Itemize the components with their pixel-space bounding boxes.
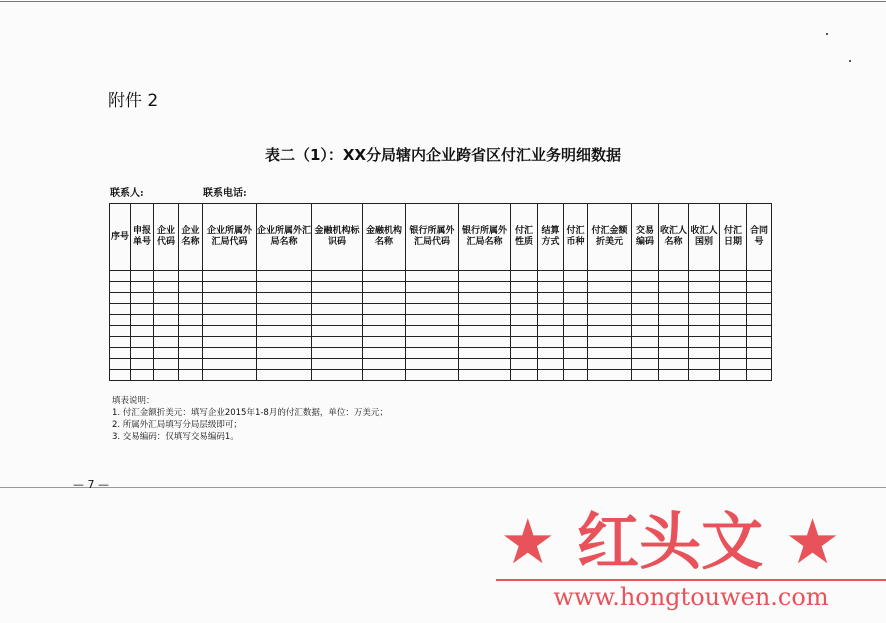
table-cell [459, 370, 511, 381]
table-cell [459, 293, 511, 304]
table-cell [363, 359, 406, 370]
table-cell [632, 271, 659, 282]
table-cell [511, 370, 538, 381]
table-cell [538, 282, 564, 293]
table-cell [564, 326, 588, 337]
table-cell [406, 370, 459, 381]
table-cell [588, 348, 632, 359]
table-cell [203, 370, 257, 381]
table-row [110, 271, 772, 282]
table-cell [720, 315, 747, 326]
column-header: 合同号 [747, 204, 772, 271]
table-cell [363, 337, 406, 348]
page-number: — 7 — [73, 478, 109, 491]
table-cell [154, 282, 179, 293]
table-cell [312, 304, 363, 315]
table-cell [564, 359, 588, 370]
table-cell [131, 293, 154, 304]
table-cell [131, 359, 154, 370]
table-cell [659, 337, 689, 348]
table-cell [363, 326, 406, 337]
table-cell [720, 337, 747, 348]
table-cell [257, 271, 312, 282]
table-cell [538, 359, 564, 370]
table-cell [257, 348, 312, 359]
table-cell [632, 282, 659, 293]
column-header: 企业名称 [179, 204, 203, 271]
table-row [110, 348, 772, 359]
table-cell [659, 326, 689, 337]
table-row [110, 337, 772, 348]
table-cell [588, 271, 632, 282]
document-title: 表二（1）：XX分局辖内企业跨省区付汇业务明细数据 [264, 146, 622, 164]
table-cell [363, 315, 406, 326]
table-cell [131, 326, 154, 337]
table-cell [131, 348, 154, 359]
detail-data-table [109, 203, 772, 381]
table-cell [363, 370, 406, 381]
watermark-divider [496, 579, 886, 581]
table-cell [564, 337, 588, 348]
table-cell [312, 326, 363, 337]
column-header: 金融机构标识码 [312, 204, 363, 271]
table-cell [689, 370, 720, 381]
table-cell [511, 293, 538, 304]
column-header: 银行所属外汇局名称 [459, 204, 511, 271]
table-cell [588, 326, 632, 337]
table-cell [406, 271, 459, 282]
table-cell [538, 293, 564, 304]
table-cell [659, 315, 689, 326]
table-cell [689, 326, 720, 337]
table-cell [110, 359, 131, 370]
table-cell [747, 370, 772, 381]
table-cell [179, 282, 203, 293]
table-cell [659, 271, 689, 282]
fill-instructions [112, 395, 388, 443]
table-cell [131, 337, 154, 348]
table-cell [179, 326, 203, 337]
table-cell [154, 293, 179, 304]
table-cell [689, 282, 720, 293]
column-header: 企业所属外汇局代码 [203, 204, 257, 271]
column-header: 金融机构名称 [363, 204, 406, 271]
table-cell [406, 359, 459, 370]
table-cell [632, 304, 659, 315]
table-cell [406, 282, 459, 293]
table-cell [203, 359, 257, 370]
table-cell [459, 304, 511, 315]
table-cell [203, 271, 257, 282]
table-cell [110, 282, 131, 293]
table-cell [312, 271, 363, 282]
watermark-url: www.hongtouwen.com [553, 583, 829, 611]
table-cell [312, 293, 363, 304]
table-cell [689, 304, 720, 315]
table-cell [747, 348, 772, 359]
table-cell [131, 370, 154, 381]
table-cell [406, 293, 459, 304]
table-cell [511, 359, 538, 370]
table-cell [131, 282, 154, 293]
table-cell [406, 304, 459, 315]
table-cell [659, 293, 689, 304]
table-cell [312, 337, 363, 348]
table-cell [154, 326, 179, 337]
table-cell [154, 315, 179, 326]
table-row [110, 359, 772, 370]
table-cell [659, 348, 689, 359]
table-cell [312, 359, 363, 370]
table-cell [511, 326, 538, 337]
table-cell [747, 359, 772, 370]
table-cell [179, 348, 203, 359]
table-cell [312, 370, 363, 381]
table-cell [110, 315, 131, 326]
table-cell [203, 293, 257, 304]
scan-edge-top [0, 1, 886, 2]
table-cell [257, 293, 312, 304]
table-cell [747, 326, 772, 337]
table-cell [747, 304, 772, 315]
instruction-item: 1. 付汇金额折美元：填写企业2015年1-8月的付汇数据，单位：万美元； [112, 408, 388, 418]
table-cell [312, 315, 363, 326]
table-cell [131, 271, 154, 282]
table-cell [363, 293, 406, 304]
table-cell [588, 304, 632, 315]
instruction-item: 3. 交易编码：仅填写交易编码1。 [112, 432, 239, 442]
table-cell [720, 326, 747, 337]
table-cell [538, 337, 564, 348]
table-cell [203, 304, 257, 315]
table-cell [564, 370, 588, 381]
table-cell [110, 271, 131, 282]
table-cell [257, 370, 312, 381]
column-header: 付汇日期 [720, 204, 747, 271]
table-cell [406, 315, 459, 326]
table-cell [747, 282, 772, 293]
table-cell [588, 359, 632, 370]
table-cell [110, 326, 131, 337]
table-cell [154, 370, 179, 381]
table-cell [257, 337, 312, 348]
table-cell [110, 293, 131, 304]
table-cell [588, 370, 632, 381]
table-cell [538, 315, 564, 326]
table-cell [363, 271, 406, 282]
table-cell [588, 337, 632, 348]
table-cell [203, 326, 257, 337]
table-cell [257, 304, 312, 315]
column-header: 交易编码 [632, 204, 659, 271]
table-cell [203, 282, 257, 293]
table-cell [459, 326, 511, 337]
table-cell [363, 348, 406, 359]
table-cell [720, 271, 747, 282]
table-row [110, 370, 772, 381]
instructions-heading: 填表说明： [112, 396, 155, 406]
column-header: 企业所属外汇局名称 [257, 204, 312, 271]
table-cell [511, 348, 538, 359]
table-cell [632, 337, 659, 348]
table-cell [747, 337, 772, 348]
table-cell [564, 282, 588, 293]
column-header: 付汇性质 [511, 204, 538, 271]
table-cell [110, 370, 131, 381]
table-cell [257, 359, 312, 370]
table-cell [406, 337, 459, 348]
table-cell [179, 315, 203, 326]
scan-edge-mid [0, 487, 886, 488]
table-row [110, 326, 772, 337]
column-header: 收汇人国别 [689, 204, 720, 271]
table-cell [203, 348, 257, 359]
table-cell [747, 271, 772, 282]
table-cell [459, 348, 511, 359]
table-cell [363, 282, 406, 293]
table-cell [110, 348, 131, 359]
table-cell [720, 282, 747, 293]
table-cell [154, 271, 179, 282]
table-cell [689, 348, 720, 359]
column-header: 收汇人名称 [659, 204, 689, 271]
table-cell [110, 337, 131, 348]
table-cell [588, 293, 632, 304]
table-cell [511, 304, 538, 315]
table-cell [659, 370, 689, 381]
table-cell [689, 337, 720, 348]
table-cell [538, 370, 564, 381]
table-cell [110, 304, 131, 315]
table-cell [564, 348, 588, 359]
table-cell [179, 359, 203, 370]
instruction-item: 2. 所属外汇局填写分局层级即可； [112, 420, 242, 430]
attachment-label: 附件 2 [108, 91, 159, 111]
table-cell [689, 315, 720, 326]
column-header: 结算方式 [538, 204, 564, 271]
table-cell [459, 337, 511, 348]
table-cell [257, 326, 312, 337]
table-row [110, 282, 772, 293]
table-cell [179, 370, 203, 381]
table-cell [564, 304, 588, 315]
table-cell [588, 315, 632, 326]
table-cell [632, 370, 659, 381]
table-cell [747, 293, 772, 304]
table-cell [564, 271, 588, 282]
table-cell [154, 359, 179, 370]
table-cell [312, 282, 363, 293]
table-cell [406, 348, 459, 359]
table-cell [312, 348, 363, 359]
table-cell [720, 359, 747, 370]
table-cell [747, 315, 772, 326]
table-cell [632, 359, 659, 370]
table-cell [459, 282, 511, 293]
table-cell [538, 326, 564, 337]
table-cell [459, 271, 511, 282]
watermark-logo: ★ 红头文 ★ [500, 505, 841, 578]
table-header-row [110, 204, 772, 271]
column-header: 序号 [110, 204, 131, 271]
table-cell [659, 282, 689, 293]
table-cell [179, 304, 203, 315]
table-cell [659, 359, 689, 370]
table-row [110, 304, 772, 315]
table-cell [588, 282, 632, 293]
table-cell [363, 304, 406, 315]
column-header: 银行所属外汇局代码 [406, 204, 459, 271]
table-cell [720, 370, 747, 381]
table-row [110, 293, 772, 304]
table-cell [564, 315, 588, 326]
table-cell [632, 315, 659, 326]
contact-phone-label: 联系电话: [203, 188, 247, 199]
table-cell [689, 359, 720, 370]
table-cell [632, 293, 659, 304]
column-header: 申报单号 [131, 204, 154, 271]
table-cell [179, 293, 203, 304]
table-cell [154, 304, 179, 315]
table-cell [538, 271, 564, 282]
table-cell [689, 271, 720, 282]
table-cell [511, 282, 538, 293]
table-cell [203, 337, 257, 348]
table-cell [179, 271, 203, 282]
table-cell [659, 304, 689, 315]
table-cell [720, 348, 747, 359]
table-cell [459, 315, 511, 326]
column-header: 付汇金额折美元 [588, 204, 632, 271]
table-cell [538, 304, 564, 315]
column-header: 付汇币种 [564, 204, 588, 271]
table-cell [632, 326, 659, 337]
table-cell [257, 282, 312, 293]
table-cell [179, 337, 203, 348]
table-row [110, 315, 772, 326]
table-cell [131, 304, 154, 315]
table-cell [720, 304, 747, 315]
table-cell [406, 326, 459, 337]
table-cell [538, 348, 564, 359]
table-cell [459, 359, 511, 370]
table-cell [511, 315, 538, 326]
table-cell [689, 293, 720, 304]
table-cell [203, 315, 257, 326]
table-cell [257, 315, 312, 326]
table-cell [564, 293, 588, 304]
table-cell [632, 348, 659, 359]
table-cell [154, 348, 179, 359]
table-cell [131, 315, 154, 326]
contact-person-label: 联系人: [110, 188, 144, 199]
scan-speck [849, 60, 851, 62]
table-cell [154, 337, 179, 348]
scan-speck [826, 33, 828, 35]
column-header: 企业代码 [154, 204, 179, 271]
table-cell [511, 271, 538, 282]
table-cell [720, 293, 747, 304]
table-cell [511, 337, 538, 348]
